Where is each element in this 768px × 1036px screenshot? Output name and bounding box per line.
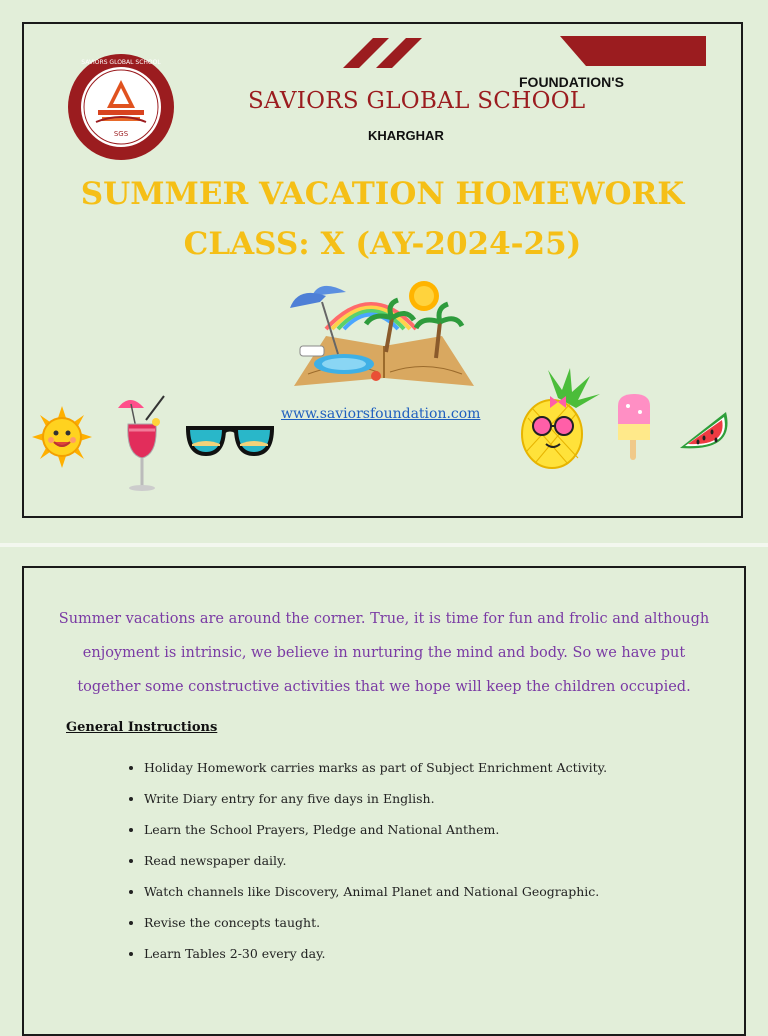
foundation-label: FOUNDATION'S: [519, 74, 624, 90]
decor-banner: [560, 36, 706, 66]
page-divider: [0, 543, 768, 547]
intro-line: together some constructive activities that we hope will keep the children occupied.: [77, 679, 691, 695]
general-instructions-heading: General Instructions: [66, 720, 218, 735]
school-location: KHARGHAR: [368, 128, 444, 143]
cover-page: [22, 22, 743, 518]
school-name: SAVIORS GLOBAL SCHOOL: [248, 88, 586, 114]
homework-title: SUMMER VACATION HOMEWORK: [80, 176, 685, 212]
instruction-item: • Learn Tables 2-30 every day.: [144, 938, 704, 969]
summer-book-illustration: [286, 274, 482, 392]
instruction-item: • Watch channels like Discovery, Animal Planet and National Geographic.: [144, 876, 704, 907]
intro-paragraph: [54, 602, 714, 704]
intro-line: enjoyment is intrinsic, we believe in nurturing the mind and body. So we have put: [82, 645, 686, 661]
website-link[interactable]: www.saviorsfoundation.com: [281, 406, 481, 422]
svg-text:SAVIORS GLOBAL SCHOOL: SAVIORS GLOBAL SCHOOL: [81, 59, 161, 66]
school-logo: [66, 52, 176, 162]
instruction-item: • Revise the concepts taught.: [144, 907, 704, 938]
cocktail-icon: [116, 392, 170, 492]
general-instructions-list: [130, 752, 704, 969]
watermelon-icon: [674, 408, 732, 464]
instruction-item: • Write Diary entry for any five days in English.: [144, 783, 704, 814]
intro-line: Summer vacations are around the corner. True, it is time for fun and frolic and although: [58, 611, 710, 627]
pineapple-icon: [518, 368, 604, 470]
instructions-page: [22, 566, 746, 1036]
instruction-item: • Holiday Homework carries marks as part of Subject Enrichment Activity.: [144, 752, 704, 783]
svg-text:SGS: SGS: [113, 130, 129, 138]
ice-cream-icon: [614, 394, 654, 462]
instruction-item: • Read newspaper daily.: [144, 845, 704, 876]
instruction-item: • Learn the School Prayers, Pledge and National Anthem.: [144, 814, 704, 845]
sunglasses-icon: [184, 422, 276, 460]
sun-icon: [32, 406, 92, 468]
class-title: CLASS: X (AY-2024-25): [183, 226, 582, 262]
